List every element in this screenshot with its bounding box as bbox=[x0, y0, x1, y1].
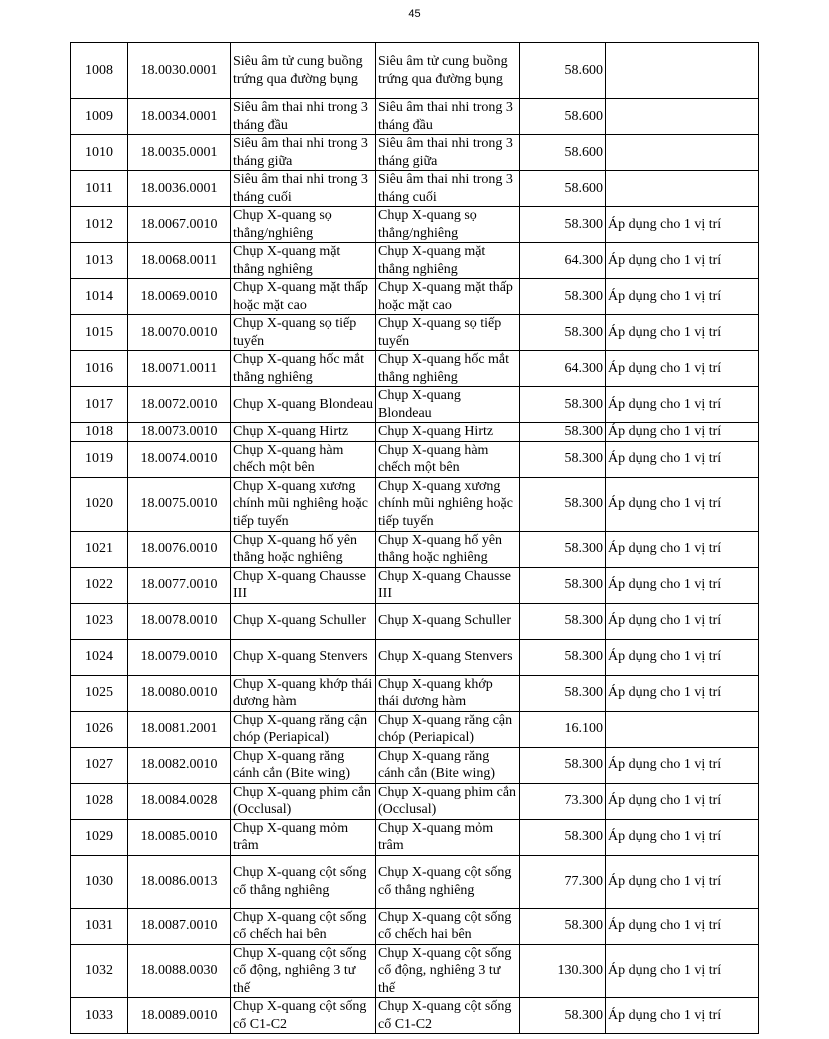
cell-name-price: Chụp X-quang Hirtz bbox=[376, 423, 520, 442]
cell-code: 18.0082.0010 bbox=[128, 747, 231, 783]
cell-name-price: Chụp X-quang mặt thẳng nghiêng bbox=[376, 243, 520, 279]
cell-stt: 1031 bbox=[71, 908, 128, 944]
cell-name-technical: Siêu âm thai nhi trong 3 tháng giữa bbox=[231, 135, 376, 171]
cell-stt: 1032 bbox=[71, 944, 128, 998]
cell-name-technical: Chụp X-quang hốc mắt thẳng nghiêng bbox=[231, 351, 376, 387]
cell-code: 18.0070.0010 bbox=[128, 315, 231, 351]
table-row bbox=[71, 998, 759, 1034]
cell-name-price: Siêu âm thai nhi trong 3 tháng giữa bbox=[376, 135, 520, 171]
cell-price: 58.300 bbox=[520, 819, 606, 855]
cell-stt: 1016 bbox=[71, 351, 128, 387]
table-row bbox=[71, 567, 759, 603]
table-row bbox=[71, 747, 759, 783]
cell-name-price: Chụp X-quang xương chính mũi nghiêng hoặc tiếp tuyến bbox=[376, 477, 520, 531]
cell-name-technical: Siêu âm thai nhi trong 3 tháng đầu bbox=[231, 99, 376, 135]
cell-name-price: Chụp X-quang Blondeau bbox=[376, 387, 520, 423]
table-row bbox=[71, 171, 759, 207]
cell-stt: 1030 bbox=[71, 855, 128, 908]
cell-code: 18.0073.0010 bbox=[128, 423, 231, 442]
cell-price: 58.300 bbox=[520, 639, 606, 675]
cell-note: Áp dụng cho 1 vị trí bbox=[606, 207, 759, 243]
cell-name-technical: Chụp X-quang khớp thái dương hàm bbox=[231, 675, 376, 711]
cell-code: 18.0036.0001 bbox=[128, 171, 231, 207]
cell-name-technical: Chụp X-quang Chausse III bbox=[231, 567, 376, 603]
cell-name-price: Chụp X-quang mặt thấp hoặc mặt cao bbox=[376, 279, 520, 315]
cell-price: 58.300 bbox=[520, 477, 606, 531]
cell-stt: 1023 bbox=[71, 603, 128, 639]
cell-name-technical: Chụp X-quang cột sống cổ động, nghiêng 3 tư thế bbox=[231, 944, 376, 998]
cell-stt: 1033 bbox=[71, 998, 128, 1034]
table-row bbox=[71, 315, 759, 351]
cell-name-price: Chụp X-quang hốc mắt thẳng nghiêng bbox=[376, 351, 520, 387]
cell-note bbox=[606, 43, 759, 99]
cell-price: 58.300 bbox=[520, 531, 606, 567]
table-row bbox=[71, 243, 759, 279]
cell-stt: 1028 bbox=[71, 783, 128, 819]
cell-stt: 1009 bbox=[71, 99, 128, 135]
table-row bbox=[71, 279, 759, 315]
cell-code: 18.0077.0010 bbox=[128, 567, 231, 603]
cell-price: 58.600 bbox=[520, 43, 606, 99]
cell-code: 18.0074.0010 bbox=[128, 441, 231, 477]
cell-price: 58.300 bbox=[520, 747, 606, 783]
table-row bbox=[71, 207, 759, 243]
cell-name-technical: Chụp X-quang Blondeau bbox=[231, 387, 376, 423]
cell-code: 18.0086.0013 bbox=[128, 855, 231, 908]
cell-name-technical: Chụp X-quang hố yên thẳng hoặc nghiêng bbox=[231, 531, 376, 567]
cell-note: Áp dụng cho 1 vị trí bbox=[606, 567, 759, 603]
cell-note: Áp dụng cho 1 vị trí bbox=[606, 477, 759, 531]
cell-code: 18.0035.0001 bbox=[128, 135, 231, 171]
cell-name-technical: Chụp X-quang răng cận chóp (Periapical) bbox=[231, 711, 376, 747]
cell-stt: 1022 bbox=[71, 567, 128, 603]
cell-stt: 1013 bbox=[71, 243, 128, 279]
cell-name-technical: Chụp X-quang Hirtz bbox=[231, 423, 376, 442]
cell-name-price: Chụp X-quang phim cắn (Occlusal) bbox=[376, 783, 520, 819]
cell-price: 58.600 bbox=[520, 99, 606, 135]
cell-name-price: Chụp X-quang răng cận chóp (Periapical) bbox=[376, 711, 520, 747]
cell-code: 18.0089.0010 bbox=[128, 998, 231, 1034]
cell-name-price: Chụp X-quang hố yên thẳng hoặc nghiêng bbox=[376, 531, 520, 567]
table-row bbox=[71, 441, 759, 477]
cell-code: 18.0079.0010 bbox=[128, 639, 231, 675]
cell-price: 58.300 bbox=[520, 675, 606, 711]
cell-name-technical: Chụp X-quang sọ tiếp tuyến bbox=[231, 315, 376, 351]
cell-note: Áp dụng cho 1 vị trí bbox=[606, 423, 759, 442]
cell-stt: 1019 bbox=[71, 441, 128, 477]
table-body bbox=[71, 43, 759, 1034]
table-row bbox=[71, 908, 759, 944]
cell-code: 18.0072.0010 bbox=[128, 387, 231, 423]
cell-stt: 1021 bbox=[71, 531, 128, 567]
cell-price: 77.300 bbox=[520, 855, 606, 908]
cell-note: Áp dụng cho 1 vị trí bbox=[606, 675, 759, 711]
cell-price: 58.300 bbox=[520, 387, 606, 423]
cell-note bbox=[606, 99, 759, 135]
cell-name-technical: Chụp X-quang mỏm trâm bbox=[231, 819, 376, 855]
table-row bbox=[71, 819, 759, 855]
cell-price: 16.100 bbox=[520, 711, 606, 747]
cell-name-technical: Chụp X-quang cột sống cổ thẳng nghiêng bbox=[231, 855, 376, 908]
cell-name-technical: Chụp X-quang cột sống cổ C1-C2 bbox=[231, 998, 376, 1034]
table-row bbox=[71, 639, 759, 675]
cell-code: 18.0087.0010 bbox=[128, 908, 231, 944]
cell-code: 18.0067.0010 bbox=[128, 207, 231, 243]
cell-name-price: Chụp X-quang Chausse III bbox=[376, 567, 520, 603]
cell-code: 18.0069.0010 bbox=[128, 279, 231, 315]
cell-note: Áp dụng cho 1 vị trí bbox=[606, 243, 759, 279]
cell-name-technical: Chụp X-quang mặt thấp hoặc mặt cao bbox=[231, 279, 376, 315]
cell-name-technical: Chụp X-quang Schuller bbox=[231, 603, 376, 639]
cell-note bbox=[606, 711, 759, 747]
cell-note: Áp dụng cho 1 vị trí bbox=[606, 855, 759, 908]
cell-code: 18.0081.2001 bbox=[128, 711, 231, 747]
cell-price: 58.300 bbox=[520, 423, 606, 442]
cell-price: 58.300 bbox=[520, 908, 606, 944]
cell-note: Áp dụng cho 1 vị trí bbox=[606, 315, 759, 351]
page-number: 45 bbox=[408, 8, 421, 20]
cell-price: 58.300 bbox=[520, 207, 606, 243]
cell-note: Áp dụng cho 1 vị trí bbox=[606, 387, 759, 423]
table-row bbox=[71, 944, 759, 998]
cell-price: 58.300 bbox=[520, 441, 606, 477]
cell-note: Áp dụng cho 1 vị trí bbox=[606, 908, 759, 944]
cell-name-price: Siêu âm tử cung buồng trứng qua đường bụng bbox=[376, 43, 520, 99]
cell-stt: 1010 bbox=[71, 135, 128, 171]
cell-price: 64.300 bbox=[520, 351, 606, 387]
cell-stt: 1024 bbox=[71, 639, 128, 675]
cell-name-price: Chụp X-quang cột sống cổ chếch hai bên bbox=[376, 908, 520, 944]
cell-stt: 1029 bbox=[71, 819, 128, 855]
cell-stt: 1014 bbox=[71, 279, 128, 315]
cell-stt: 1008 bbox=[71, 43, 128, 99]
cell-name-price: Chụp X-quang cột sống cổ thẳng nghiêng bbox=[376, 855, 520, 908]
cell-note: Áp dụng cho 1 vị trí bbox=[606, 441, 759, 477]
cell-price: 130.300 bbox=[520, 944, 606, 998]
cell-code: 18.0080.0010 bbox=[128, 675, 231, 711]
cell-name-technical: Siêu âm tử cung buồng trứng qua đường bụng bbox=[231, 43, 376, 99]
cell-code: 18.0078.0010 bbox=[128, 603, 231, 639]
cell-name-technical: Chụp X-quang sọ thẳng/nghiêng bbox=[231, 207, 376, 243]
cell-code: 18.0076.0010 bbox=[128, 531, 231, 567]
cell-name-price: Chụp X-quang khớp thái dương hàm bbox=[376, 675, 520, 711]
table-row bbox=[71, 477, 759, 531]
cell-note: Áp dụng cho 1 vị trí bbox=[606, 944, 759, 998]
cell-code: 18.0084.0028 bbox=[128, 783, 231, 819]
cell-note: Áp dụng cho 1 vị trí bbox=[606, 783, 759, 819]
table-row bbox=[71, 387, 759, 423]
cell-name-price: Chụp X-quang mỏm trâm bbox=[376, 819, 520, 855]
cell-stt: 1025 bbox=[71, 675, 128, 711]
table-row bbox=[71, 99, 759, 135]
cell-note: Áp dụng cho 1 vị trí bbox=[606, 531, 759, 567]
cell-stt: 1017 bbox=[71, 387, 128, 423]
cell-name-technical: Chụp X-quang cột sống cổ chếch hai bên bbox=[231, 908, 376, 944]
cell-note: Áp dụng cho 1 vị trí bbox=[606, 819, 759, 855]
cell-price: 58.300 bbox=[520, 998, 606, 1034]
cell-code: 18.0085.0010 bbox=[128, 819, 231, 855]
cell-code: 18.0088.0030 bbox=[128, 944, 231, 998]
table-row bbox=[71, 531, 759, 567]
cell-note: Áp dụng cho 1 vị trí bbox=[606, 351, 759, 387]
table-row bbox=[71, 783, 759, 819]
cell-note: Áp dụng cho 1 vị trí bbox=[606, 747, 759, 783]
cell-stt: 1026 bbox=[71, 711, 128, 747]
table-row bbox=[71, 351, 759, 387]
cell-code: 18.0030.0001 bbox=[128, 43, 231, 99]
cell-name-price: Chụp X-quang Stenvers bbox=[376, 639, 520, 675]
cell-name-price: Chụp X-quang hàm chếch một bên bbox=[376, 441, 520, 477]
cell-name-technical: Chụp X-quang mặt thẳng nghiêng bbox=[231, 243, 376, 279]
cell-name-price: Chụp X-quang cột sống cổ động, nghiêng 3 tư thế bbox=[376, 944, 520, 998]
cell-name-technical: Chụp X-quang răng cánh cắn (Bite wing) bbox=[231, 747, 376, 783]
cell-note: Áp dụng cho 1 vị trí bbox=[606, 639, 759, 675]
cell-name-price: Chụp X-quang răng cánh cắn (Bite wing) bbox=[376, 747, 520, 783]
cell-stt: 1027 bbox=[71, 747, 128, 783]
table-row bbox=[71, 855, 759, 908]
cell-name-price: Chụp X-quang Schuller bbox=[376, 603, 520, 639]
table-row bbox=[71, 423, 759, 442]
cell-name-technical: Chụp X-quang hàm chếch một bên bbox=[231, 441, 376, 477]
cell-name-price: Chụp X-quang sọ tiếp tuyến bbox=[376, 315, 520, 351]
cell-name-price: Chụp X-quang cột sống cổ C1-C2 bbox=[376, 998, 520, 1034]
cell-note bbox=[606, 135, 759, 171]
cell-code: 18.0071.0011 bbox=[128, 351, 231, 387]
cell-name-price: Chụp X-quang sọ thẳng/nghiêng bbox=[376, 207, 520, 243]
cell-price: 73.300 bbox=[520, 783, 606, 819]
table-row bbox=[71, 135, 759, 171]
cell-note: Áp dụng cho 1 vị trí bbox=[606, 998, 759, 1034]
cell-price: 58.300 bbox=[520, 567, 606, 603]
cell-stt: 1020 bbox=[71, 477, 128, 531]
cell-price: 58.300 bbox=[520, 315, 606, 351]
cell-price: 58.600 bbox=[520, 171, 606, 207]
price-table bbox=[70, 42, 759, 1034]
cell-price: 58.600 bbox=[520, 135, 606, 171]
cell-name-technical: Chụp X-quang xương chính mũi nghiêng hoặc tiếp tuyến bbox=[231, 477, 376, 531]
cell-note: Áp dụng cho 1 vị trí bbox=[606, 603, 759, 639]
cell-name-price: Siêu âm thai nhi trong 3 tháng cuối bbox=[376, 171, 520, 207]
cell-name-technical: Chụp X-quang Stenvers bbox=[231, 639, 376, 675]
cell-code: 18.0075.0010 bbox=[128, 477, 231, 531]
cell-price: 58.300 bbox=[520, 603, 606, 639]
cell-price: 64.300 bbox=[520, 243, 606, 279]
cell-code: 18.0034.0001 bbox=[128, 99, 231, 135]
cell-name-technical: Siêu âm thai nhi trong 3 tháng cuối bbox=[231, 171, 376, 207]
cell-name-price: Siêu âm thai nhi trong 3 tháng đầu bbox=[376, 99, 520, 135]
cell-note: Áp dụng cho 1 vị trí bbox=[606, 279, 759, 315]
cell-note bbox=[606, 171, 759, 207]
table-row bbox=[71, 603, 759, 639]
cell-code: 18.0068.0011 bbox=[128, 243, 231, 279]
table-row bbox=[71, 43, 759, 99]
cell-stt: 1018 bbox=[71, 423, 128, 442]
cell-price: 58.300 bbox=[520, 279, 606, 315]
cell-stt: 1011 bbox=[71, 171, 128, 207]
cell-stt: 1012 bbox=[71, 207, 128, 243]
cell-name-technical: Chụp X-quang phim cắn (Occlusal) bbox=[231, 783, 376, 819]
cell-stt: 1015 bbox=[71, 315, 128, 351]
table-row bbox=[71, 675, 759, 711]
table-row bbox=[71, 711, 759, 747]
